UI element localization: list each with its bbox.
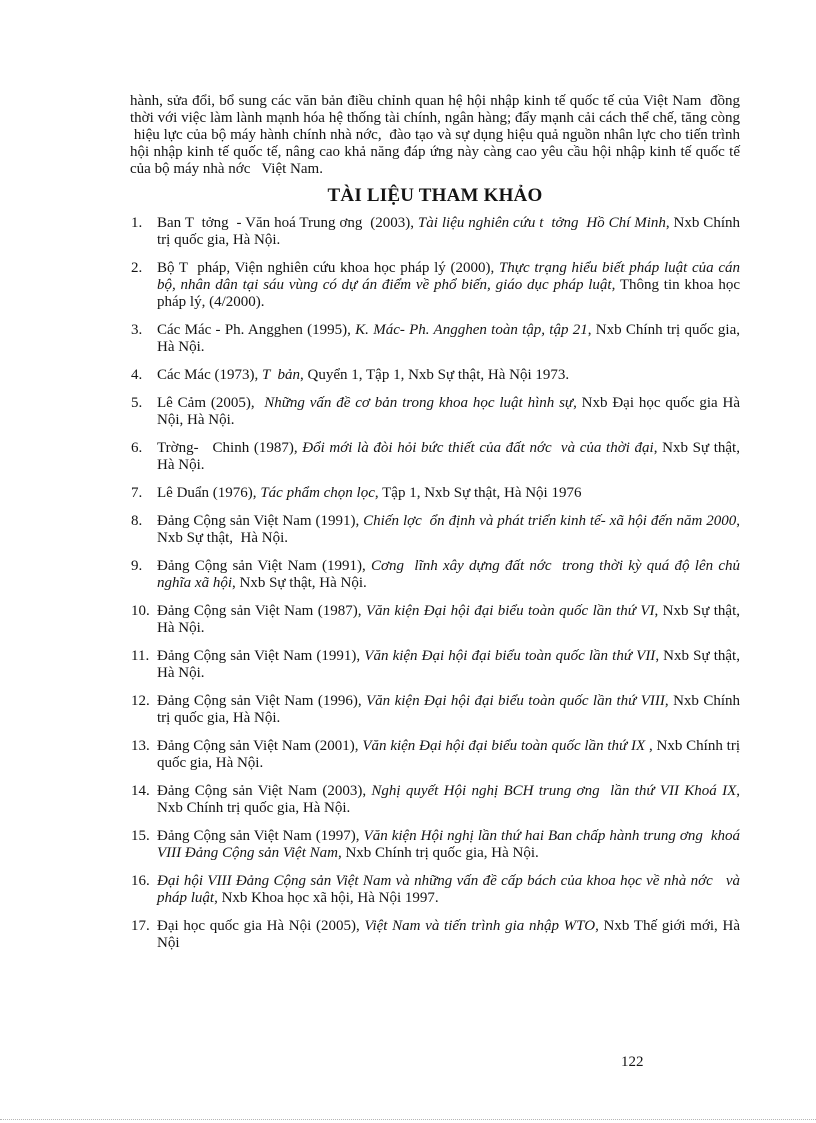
reference-text: Lê Duẩn (1976), Tác phẩm chọn lọc, Tập 1, Nxb Sự thật, Hà Nội 1976 (157, 485, 582, 501)
reference-list (130, 215, 740, 952)
reference-number: 4. (131, 367, 143, 383)
reference-number: 1. (131, 215, 143, 231)
reference-number: 13. (131, 738, 150, 754)
reference-number: 8. (131, 513, 143, 529)
reference-item (130, 738, 740, 772)
reference-item (130, 648, 740, 682)
reference-text: Đảng Cộng sản Việt Nam (1991), Cơng lĩnh xây dựng đất nớc trong thời kỳ quá độ lên chủ nghĩa xã hội, Nxb Sự thật, Hà Nội. (157, 558, 740, 591)
reference-item (130, 367, 740, 384)
reference-number: 16. (131, 873, 150, 889)
reference-number: 12. (131, 693, 150, 709)
reference-number: 11. (131, 648, 150, 664)
reference-text: Trờng- Chinh (1987), Đổi mới là đòi hỏi bức thiết của đất nớc và của thời đại, Nxb Sự thật, Hà Nội. (157, 440, 740, 473)
reference-number: 17. (131, 918, 150, 934)
reference-item (130, 440, 740, 474)
reference-number: 14. (131, 783, 150, 799)
bottom-dotted-line (0, 1119, 816, 1120)
intro-paragraph: hành, sửa đổi, bổ sung các văn bản điều chỉnh quan hệ hội nhập kinh tế quốc tế của Việt Nam đồng thời với việc làm lành mạnh hóa hệ thống tài chính, ngân hàng; đẩy mạnh cải cách thể chế, tăng còng hiệu lực của bộ máy hành chính nhà nớc, đào tạo và sự dụng hiệu quả nguồn nhân lực cho tiến trình hội nhập kinh tế quốc tế, nâng cao khả năng đáp ứng này càng cao yêu cầu hội nhập kinh tế quốc tế của bộ máy nhà nớc Việt Nam. (130, 93, 740, 177)
reference-item (130, 322, 740, 356)
reference-item (130, 215, 740, 249)
reference-number: 15. (131, 828, 150, 844)
reference-item (130, 260, 740, 311)
reference-item (130, 783, 740, 817)
reference-text: Đảng Cộng sản Việt Nam (1996), Văn kiện Đại hội đại biểu toàn quốc lần thứ VIII, Nxb Chính trị quốc gia, Hà Nội. (157, 693, 740, 726)
reference-number: 10. (131, 603, 150, 619)
reference-item (130, 485, 740, 502)
reference-text: Đại học quốc gia Hà Nội (2005), Việt Nam và tiến trình gia nhập WTO, Nxb Thế giới mới, Hà Nội (157, 918, 740, 951)
reference-text: Đảng Cộng sản Việt Nam (1991), Chiến lợc ổn định và phát triển kinh tế- xã hội đến năm 2000, Nxb Sự thật, Hà Nội. (157, 513, 740, 546)
reference-text: Lê Cảm (2005), Những vấn đề cơ bản trong khoa học luật hình sự, Nxb Đại học quốc gia Hà Nội, Hà Nội. (157, 395, 740, 428)
reference-item (130, 828, 740, 862)
reference-item (130, 873, 740, 907)
reference-item (130, 558, 740, 592)
reference-text: Đảng Cộng sản Việt Nam (1991), Văn kiện Đại hội đại biểu toàn quốc lần thứ VII, Nxb Sự thật, Hà Nội. (157, 648, 740, 681)
reference-text: Ban T tởng - Văn hoá Trung ơng (2003), Tài liệu nghiên cứu t tởng Hồ Chí Minh, Nxb Chính trị quốc gia, Hà Nội. (157, 215, 740, 248)
reference-number: 9. (131, 558, 143, 574)
reference-item (130, 693, 740, 727)
reference-item (130, 918, 740, 952)
reference-text: Bộ T pháp, Viện nghiên cứu khoa học pháp lý (2000), Thực trạng hiểu biết pháp luật của cán bộ, nhân dân tại sáu vùng có dự án điểm về phổ biến, giáo dục pháp luật, Thông tin khoa học pháp lý, (4/2000). (157, 260, 741, 310)
reference-number: 6. (131, 440, 143, 456)
reference-item (130, 513, 740, 547)
reference-item (130, 395, 740, 429)
reference-text: Đảng Cộng sản Việt Nam (2003), Nghị quyết Hội nghị BCH trung ơng lần thứ VII Khoá IX, Nxb Chính trị quốc gia, Hà Nội. (157, 783, 740, 816)
reference-text: Đảng Cộng sản Việt Nam (1997), Văn kiện Hội nghị lần thứ hai Ban chấp hành trung ơng khoá VIII Đảng Cộng sản Việt Nam, Nxb Chính trị quốc gia, Hà Nội. (157, 828, 740, 861)
reference-text: Đại hội VIII Đảng Cộng sản Việt Nam và những vấn đề cấp bách của khoa học về nhà nớc và pháp luật, Nxb Khoa học xã hội, Hà Nội 1997. (157, 873, 740, 906)
reference-number: 2. (131, 260, 143, 276)
reference-number: 3. (131, 322, 143, 338)
reference-text: Các Mác (1973), T bản, Quyển 1, Tập 1, Nxb Sự thật, Hà Nội 1973. (157, 367, 570, 383)
page-number: 122 (621, 1054, 644, 1070)
reference-text: Các Mác - Ph. Angghen (1995), K. Mác- Ph. Angghen toàn tập, tập 21, Nxb Chính trị quốc gia, Hà Nội. (157, 322, 740, 355)
reference-number: 5. (131, 395, 143, 411)
reference-text: Đảng Cộng sản Việt Nam (1987), Văn kiện Đại hội đại biểu toàn quốc lần thứ VI, Nxb Sự thật, Hà Nội. (157, 603, 740, 636)
reference-item (130, 603, 740, 637)
page-content (130, 93, 740, 952)
reference-number: 7. (131, 485, 143, 501)
references-title: TÀI LIỆU THAM KHẢO (327, 185, 543, 206)
reference-text: Đảng Cộng sản Việt Nam (2001), Văn kiện Đại hội đại biểu toàn quốc lần thứ IX , Nxb Chính trị quốc gia, Hà Nội. (157, 738, 740, 771)
